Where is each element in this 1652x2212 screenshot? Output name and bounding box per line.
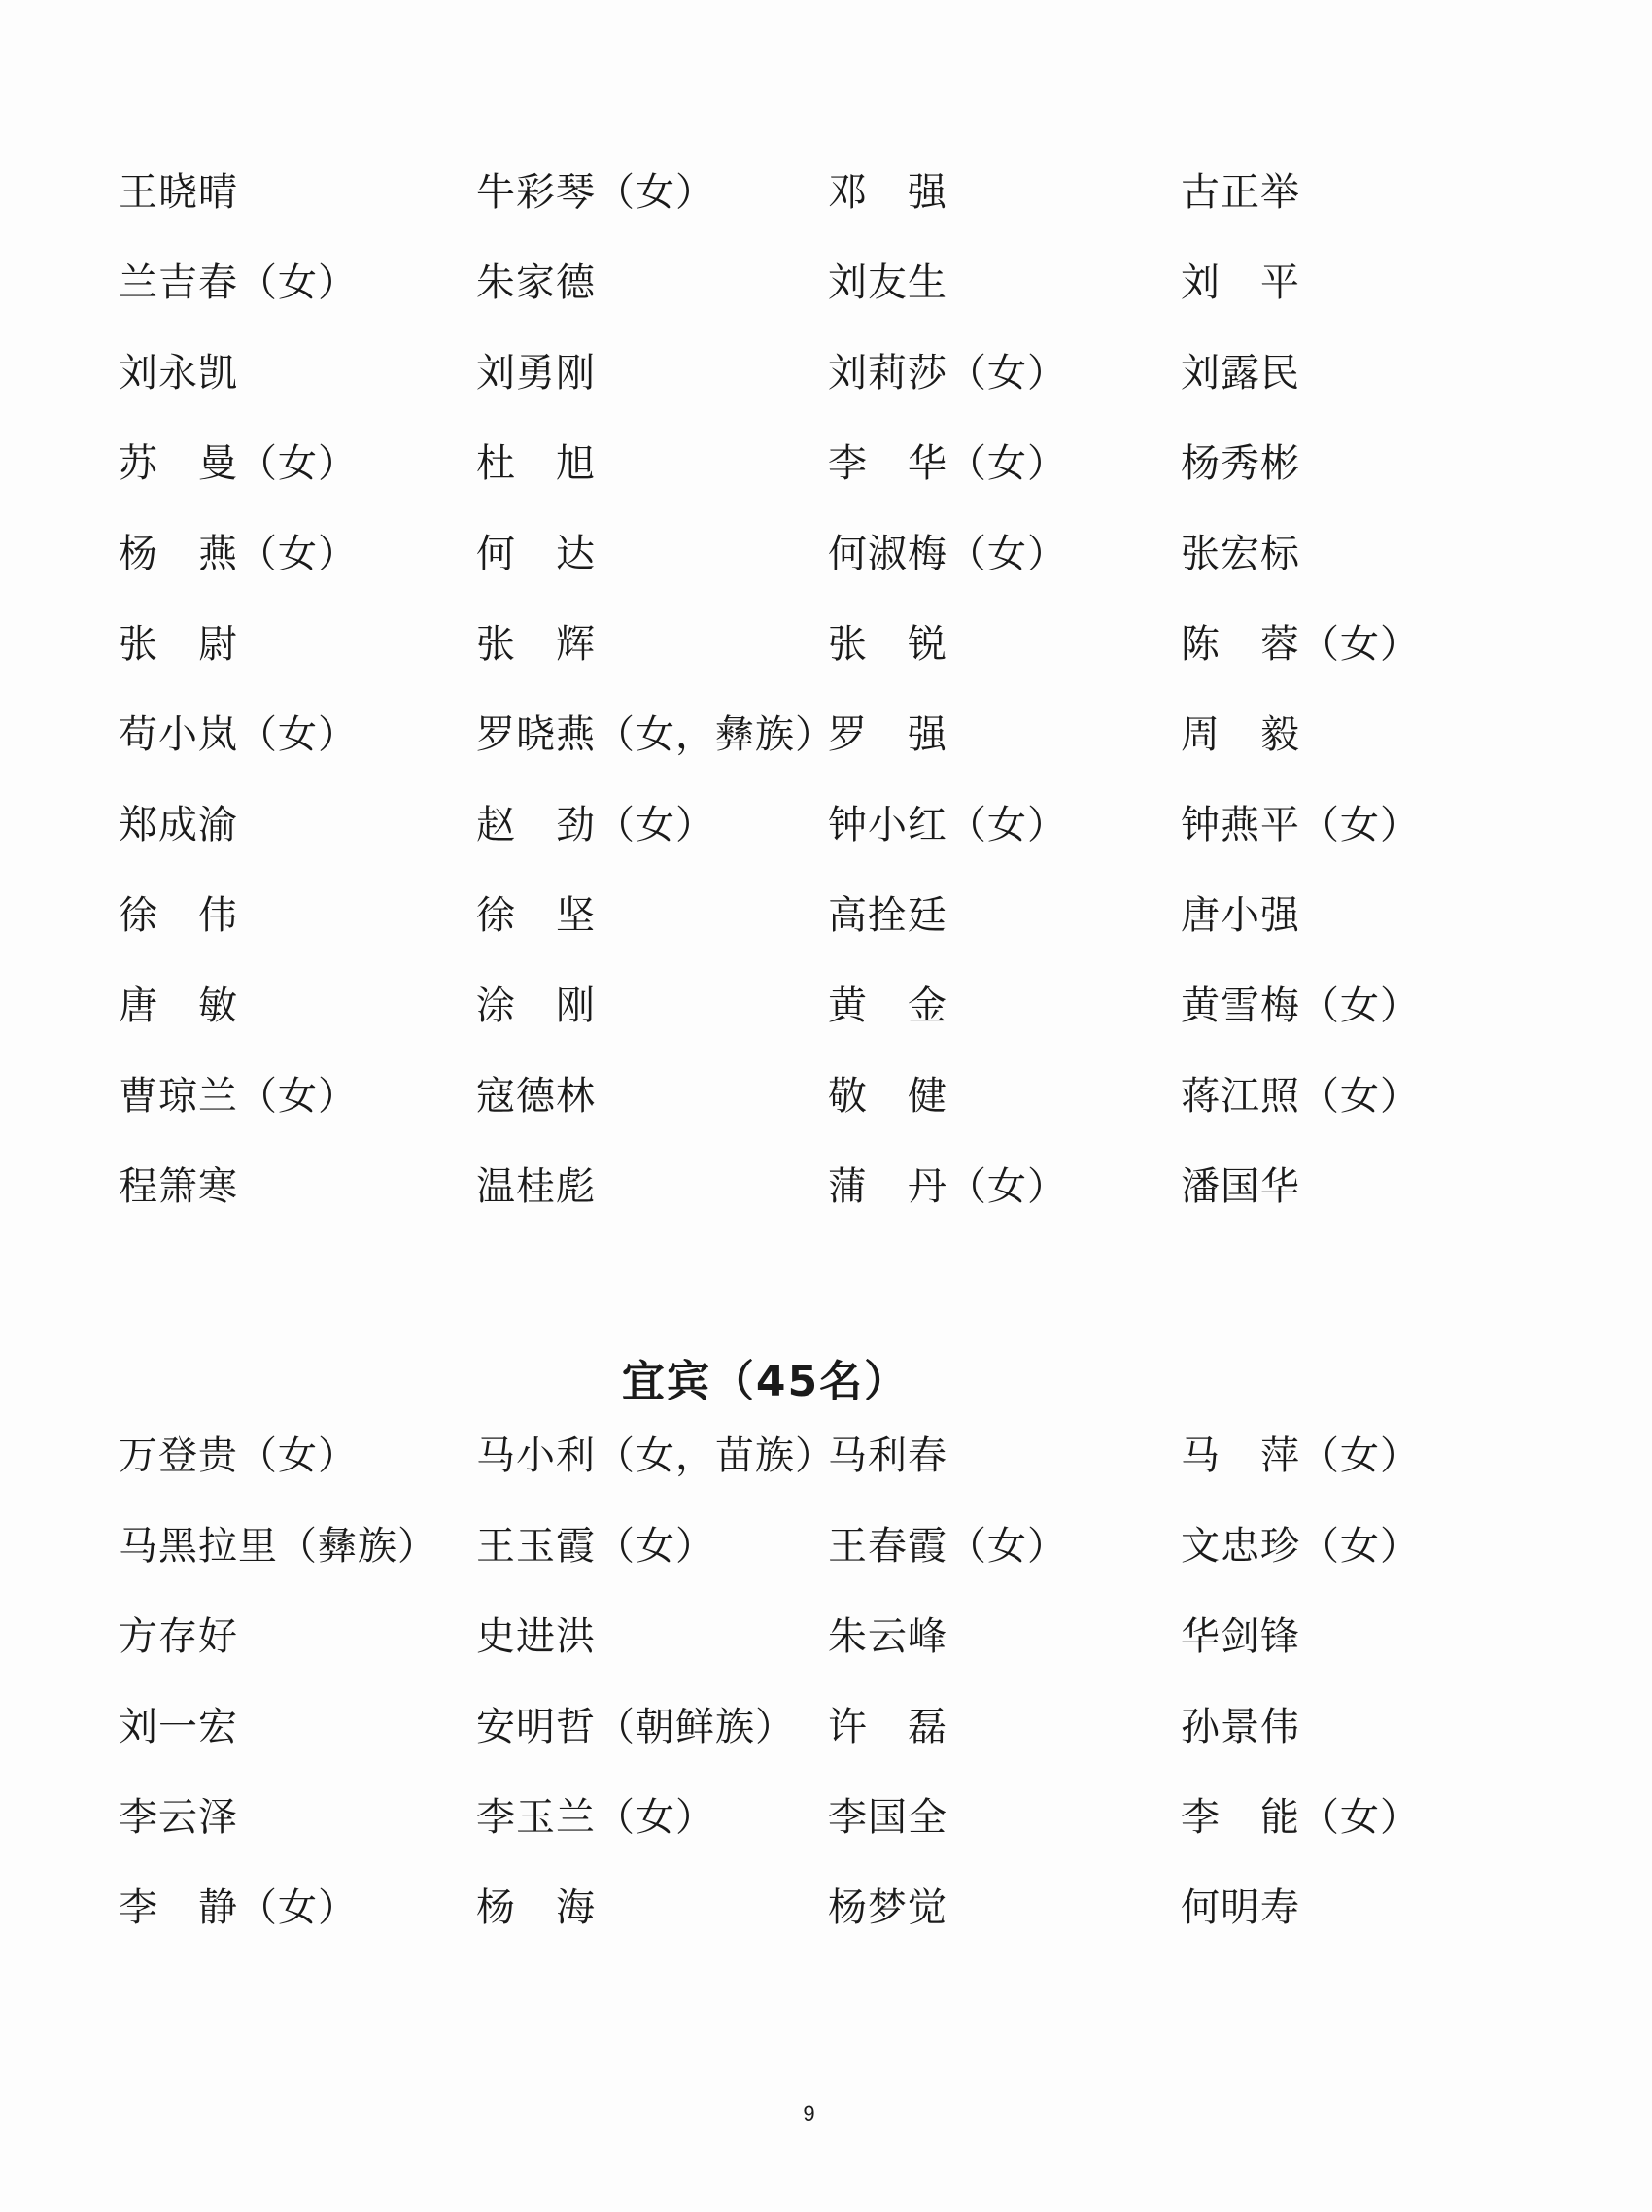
- name-entry: 文忠珍（女）: [1181, 1524, 1420, 1569]
- name-entry: 张 辉: [476, 622, 596, 667]
- name-entry: 马利春: [828, 1434, 947, 1478]
- name-entry: 朱家德: [476, 260, 596, 305]
- name-entry: 蒋江照（女）: [1181, 1074, 1420, 1119]
- name-entry: 钟小红（女）: [828, 803, 1067, 847]
- name-entry: 方存好: [119, 1614, 238, 1659]
- name-row: [0, 1609, 1652, 1700]
- name-entry: 马 萍（女）: [1181, 1434, 1420, 1478]
- name-entry: 杨 海: [476, 1885, 596, 1930]
- name-entry: 马黑拉里（彝族）: [119, 1524, 437, 1569]
- name-entry: 张 锐: [828, 622, 947, 667]
- name-entry: 刘露民: [1181, 351, 1300, 396]
- name-entry: 罗 强: [828, 712, 947, 757]
- name-entry: 朱云峰: [828, 1614, 947, 1659]
- name-entry: 古正举: [1181, 170, 1300, 215]
- name-row: [0, 527, 1652, 617]
- name-row: [0, 1881, 1652, 1971]
- name-row: [0, 888, 1652, 979]
- section-title: 宜宾（45名）: [621, 1357, 910, 1406]
- name-list-bottom: [0, 1429, 1652, 1971]
- name-entry: 杨 燕（女）: [119, 532, 358, 576]
- name-entry: 史进洪: [476, 1614, 596, 1659]
- name-entry: 徐 坚: [476, 893, 596, 938]
- name-entry: 蒲 丹（女）: [828, 1164, 1067, 1209]
- name-entry: 涂 刚: [476, 984, 596, 1028]
- name-entry: 王春霞（女）: [828, 1524, 1067, 1569]
- name-entry: 钟燕平（女）: [1181, 803, 1420, 847]
- name-entry: 李 静（女）: [119, 1885, 358, 1930]
- name-entry: 李 能（女）: [1181, 1795, 1420, 1840]
- name-entry: 安明哲（朝鲜族）: [476, 1705, 795, 1749]
- name-row: [0, 256, 1652, 346]
- name-entry: 杨秀彬: [1181, 441, 1300, 486]
- name-list-top: [0, 165, 1652, 1250]
- name-entry: 李玉兰（女）: [476, 1795, 715, 1840]
- name-entry: 周 毅: [1181, 712, 1300, 757]
- name-row: [0, 1159, 1652, 1250]
- name-entry: 李云泽: [119, 1795, 238, 1840]
- name-entry: 何明寿: [1181, 1885, 1300, 1930]
- name-entry: 许 磊: [828, 1705, 947, 1749]
- name-entry: 程箫寒: [119, 1164, 238, 1209]
- name-row: [0, 1700, 1652, 1790]
- name-entry: 杜 旭: [476, 441, 596, 486]
- name-entry: 曹琼兰（女）: [119, 1074, 358, 1119]
- name-row: [0, 346, 1652, 436]
- name-row: [0, 1519, 1652, 1609]
- name-entry: 敬 健: [828, 1074, 947, 1119]
- name-entry: 马小利（女，苗族）: [476, 1434, 835, 1478]
- name-row: [0, 1790, 1652, 1881]
- name-entry: 陈 蓉（女）: [1181, 622, 1420, 667]
- name-row: [0, 979, 1652, 1069]
- name-entry: 王玉霞（女）: [476, 1524, 715, 1569]
- name-entry: 刘永凯: [119, 351, 238, 396]
- name-entry: 刘一宏: [119, 1705, 238, 1749]
- name-row: [0, 617, 1652, 708]
- name-entry: 刘 平: [1181, 260, 1300, 305]
- name-entry: 张宏标: [1181, 532, 1300, 576]
- name-entry: 高拴廷: [828, 893, 947, 938]
- name-entry: 罗晓燕（女，彝族）: [476, 712, 835, 757]
- name-entry: 刘勇刚: [476, 351, 596, 396]
- name-entry: 唐小强: [1181, 893, 1300, 938]
- name-entry: 万登贵（女）: [119, 1434, 358, 1478]
- name-entry: 张 尉: [119, 622, 238, 667]
- name-entry: 何淑梅（女）: [828, 532, 1067, 576]
- name-entry: 苏 曼（女）: [119, 441, 358, 486]
- name-row: [0, 1069, 1652, 1159]
- name-row: [0, 1429, 1652, 1519]
- name-entry: 刘友生: [828, 260, 947, 305]
- name-entry: 黄 金: [828, 984, 947, 1028]
- name-entry: 赵 劲（女）: [476, 803, 715, 847]
- name-entry: 杨梦觉: [828, 1885, 947, 1930]
- name-entry: 牛彩琴（女）: [476, 170, 715, 215]
- name-entry: 苟小岚（女）: [119, 712, 358, 757]
- name-entry: 唐 敏: [119, 984, 238, 1028]
- name-row: [0, 798, 1652, 888]
- name-entry: 何 达: [476, 532, 596, 576]
- name-entry: 华剑锋: [1181, 1614, 1300, 1659]
- name-row: [0, 436, 1652, 527]
- name-entry: 刘莉莎（女）: [828, 351, 1067, 396]
- name-entry: 徐 伟: [119, 893, 238, 938]
- page-number: 9: [803, 2101, 815, 2126]
- name-entry: 邓 强: [828, 170, 947, 215]
- name-entry: 王晓晴: [119, 170, 238, 215]
- name-entry: 潘国华: [1181, 1164, 1300, 1209]
- name-row: [0, 165, 1652, 256]
- name-entry: 温桂彪: [476, 1164, 596, 1209]
- name-entry: 黄雪梅（女）: [1181, 984, 1420, 1028]
- name-entry: 兰吉春（女）: [119, 260, 358, 305]
- name-entry: 李国全: [828, 1795, 947, 1840]
- name-entry: 孙景伟: [1181, 1705, 1300, 1749]
- name-row: [0, 708, 1652, 798]
- name-entry: 李 华（女）: [828, 441, 1067, 486]
- name-entry: 寇德林: [476, 1074, 596, 1119]
- name-entry: 郑成渝: [119, 803, 238, 847]
